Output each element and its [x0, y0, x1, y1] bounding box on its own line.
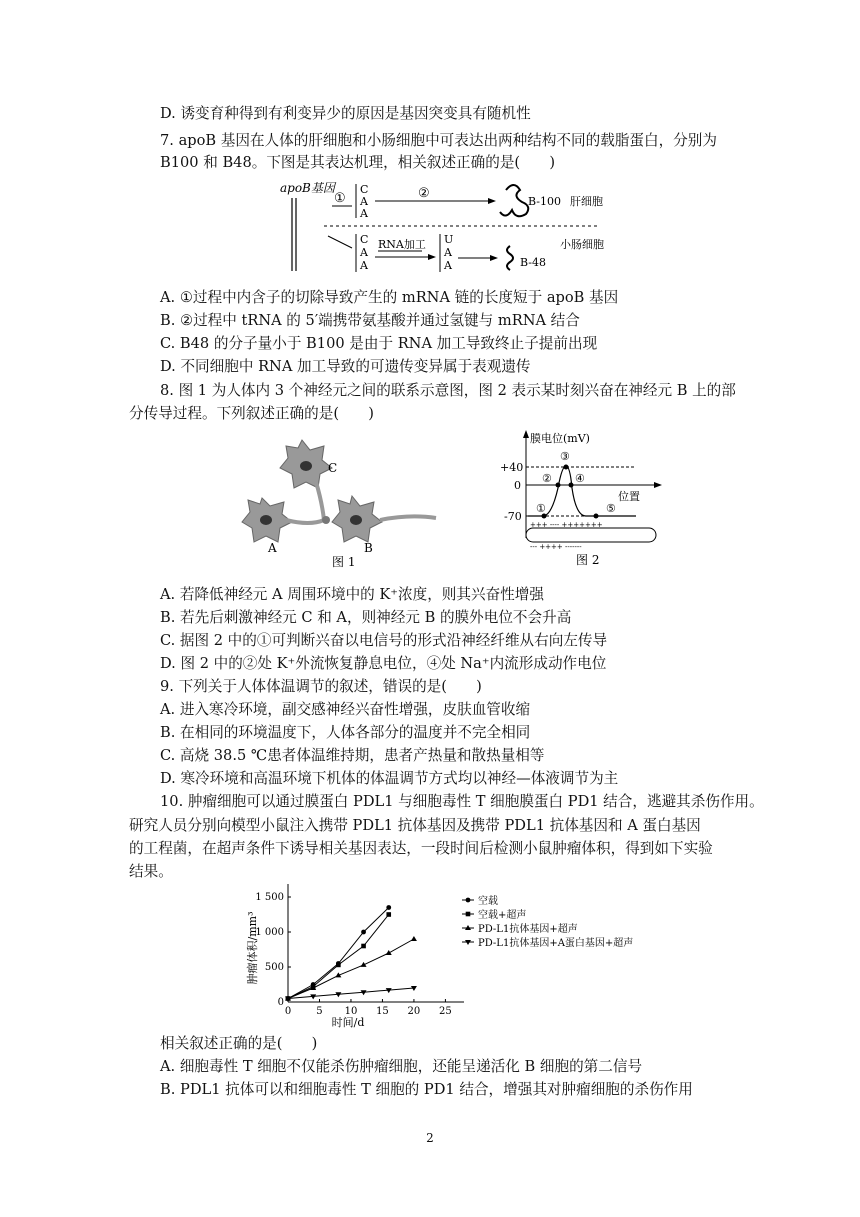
point-3-label: ③	[560, 450, 570, 463]
q10-prompt: 相关叙述正确的是( )	[160, 1035, 318, 1052]
point-1-label: ①	[536, 502, 546, 515]
neuron-c-label: C	[328, 461, 338, 475]
q8-stem-line1: 8. 图 1 为人体内 3 个神经元之间的联系示意图，图 2 表示某时刻兴奋在神经元 B 上的部	[160, 382, 736, 399]
data-point	[466, 912, 471, 917]
q10-option-a: A. 细胞毒性 T 细胞不仅能杀伤肿瘤细胞，还能呈递活化 B 细胞的第二信号	[160, 1058, 643, 1075]
x-tick-label: 5	[316, 1006, 323, 1017]
codon-bottom-3: A	[360, 259, 368, 272]
q8-option-c: C. 据图 2 中的①可判断兴奋以电信号的形式沿神经纤维从右向左传导	[160, 632, 608, 649]
product-short-label: B-48	[520, 256, 547, 269]
tick-minus70: -70	[504, 510, 522, 523]
q9-option-a: A. 进入寒冷环境，副交感神经兴奋性增强，皮肤血管收缩	[160, 701, 531, 718]
chart-y-label: 肿瘤体积/mm³	[246, 911, 259, 985]
q8-stem-line2: 分传导过程。下列叙述正确的是( )	[129, 405, 374, 422]
fig2-caption: 图 2	[576, 553, 600, 567]
q10-stem-line1: 10. 肿瘤细胞可以通过膜蛋白 PDL1 与细胞毒性 T 细胞膜蛋白 PD1 结合，逃避其杀伤作用。	[160, 793, 764, 810]
tick-zero: 0	[514, 479, 521, 492]
q9-option-c: C. 高烧 38.5 ℃患者体温维持期，患者产热量和散热量相等	[160, 747, 545, 764]
q7-option-a: A. ①过程中内含子的切除导致产生的 mRNA 链的长度短于 apoB 基因	[160, 289, 619, 306]
legend-label: PD-L1抗体基因+A蛋白基因+超声	[478, 938, 634, 949]
y-tick-label: 500	[264, 962, 284, 973]
chart-x-label: 时间/d	[331, 1016, 365, 1029]
codon-bottom-1: C	[360, 233, 369, 246]
charges-inner: --- ++++ -------	[530, 543, 582, 551]
codon-top-1: C	[360, 183, 369, 196]
q6-option-d: D. 诱变育种得到有利变异少的原因是基因突变具有随机性	[160, 105, 531, 122]
q8-option-a: A. 若降低神经元 A 周围环境中的 K⁺浓度，则其兴奋性增强	[160, 586, 544, 603]
fig1-caption: 图 1	[332, 555, 356, 569]
charges-outer: +++ ---- +++++++	[530, 521, 603, 529]
x-tick-label: 10	[344, 1006, 358, 1017]
q7-stem-line2: B100 和 B48。下图是其表达机理，相关叙述正确的是( )	[160, 154, 556, 171]
data-point	[411, 936, 417, 941]
series-line	[288, 915, 389, 999]
neuron-figure-1	[240, 430, 450, 570]
y-tick-label: 1 500	[255, 892, 284, 903]
data-point	[386, 950, 392, 955]
data-point	[336, 963, 341, 968]
q7-option-d: D. 不同细胞中 RNA 加工导致的可遗传变异属于表观遗传	[160, 358, 531, 375]
series-line	[288, 908, 389, 999]
page-number: 2	[426, 1131, 434, 1145]
y-tick-label: 0	[277, 997, 284, 1008]
y-tick-label: 1 000	[255, 927, 284, 938]
point-2-label: ②	[542, 472, 552, 485]
product-long-label: B-100	[528, 195, 561, 208]
q8-option-b: B. 若先后刺激神经元 C 和 A，则神经元 B 的膜外电位不会升高	[160, 609, 572, 626]
neuron-b-label: B	[364, 541, 373, 555]
data-point	[466, 898, 471, 903]
data-point	[361, 930, 366, 935]
data-point	[386, 912, 391, 917]
q9-stem: 9. 下列关于人体体温调节的叙述，错误的是( )	[160, 678, 482, 695]
data-point	[361, 944, 366, 949]
legend-label: 空载	[478, 896, 498, 907]
membrane-potential-figure-2	[496, 428, 666, 572]
step1-label: ①	[334, 191, 346, 206]
tick-plus40: +40	[500, 461, 524, 474]
x-tick-label: 0	[284, 1006, 292, 1017]
apob-gene-label: apoB基因	[280, 181, 335, 195]
legend-label: PD-L1抗体基因+超声	[478, 924, 578, 935]
q7-option-c: C. B48 的分子量小于 B100 是由于 RNA 加工导致终止子提前出现	[160, 335, 598, 352]
point-4-label: ④	[575, 472, 585, 485]
codon-edited-1: U	[444, 233, 454, 246]
x-tick-label: 20	[407, 1006, 421, 1017]
cell-short-label: 小肠细胞	[560, 238, 604, 251]
apob-expression-diagram	[260, 176, 630, 276]
tumor-volume-chart	[240, 880, 650, 1030]
codon-edited-3: A	[444, 259, 452, 272]
q10-stem-line3: 的工程菌，在超声条件下诱导相关基因表达，一段时间后检测小鼠肿瘤体积，得到如下实验	[129, 840, 713, 857]
rna-processing-label: RNA加工	[378, 238, 426, 251]
codon-top-2: A	[360, 195, 368, 208]
codon-top-3: A	[360, 207, 368, 220]
codon-bottom-2: A	[360, 246, 368, 259]
x-axis-label: 位置	[618, 490, 640, 503]
q7-option-b: B. ②过程中 tRNA 的 5′端携带氨基酸并通过氢键与 mRNA 结合	[160, 312, 580, 329]
protein-b48-shape	[507, 246, 513, 270]
point-5-label: ⑤	[606, 502, 616, 515]
neuron-a-label: A	[268, 541, 277, 555]
cell-long-label: 肝细胞	[570, 195, 603, 208]
q8-option-d: D. 图 2 中的②处 K⁺外流恢复静息电位，④处 Na⁺内流形成动作电位	[160, 655, 607, 672]
q10-option-b: B. PDL1 抗体可以和细胞毒性 T 细胞的 PD1 结合，增强其对肿瘤细胞的杀伤作用	[160, 1081, 693, 1098]
q10-stem-line4: 结果。	[129, 863, 173, 880]
q9-option-b: B. 在相同的环境温度下，人体各部分的温度并不完全相同	[160, 724, 531, 741]
y-axis-label: 膜电位(mV)	[530, 432, 590, 445]
x-tick-label: 25	[439, 1006, 452, 1017]
protein-b100-shape	[500, 185, 528, 216]
q9-option-d: D. 寒冷环境和高温环境下机体的体温调节方式均以神经—体液调节为主	[160, 770, 619, 787]
codon-edited-2: A	[444, 246, 452, 259]
x-tick-label: 15	[376, 1006, 389, 1017]
data-point	[386, 905, 391, 910]
q7-stem-line1: 7. apoB 基因在人体的肝细胞和小肠细胞中可表达出两种结构不同的载脂蛋白，分别为	[160, 132, 717, 149]
q10-stem-line2: 研究人员分别向模型小鼠注入携带 PDL1 抗体基因及携带 PDL1 抗体基因和 A 蛋白基因	[129, 817, 701, 834]
step2-label: ②	[418, 186, 430, 201]
legend-label: 空载+超声	[478, 910, 527, 921]
